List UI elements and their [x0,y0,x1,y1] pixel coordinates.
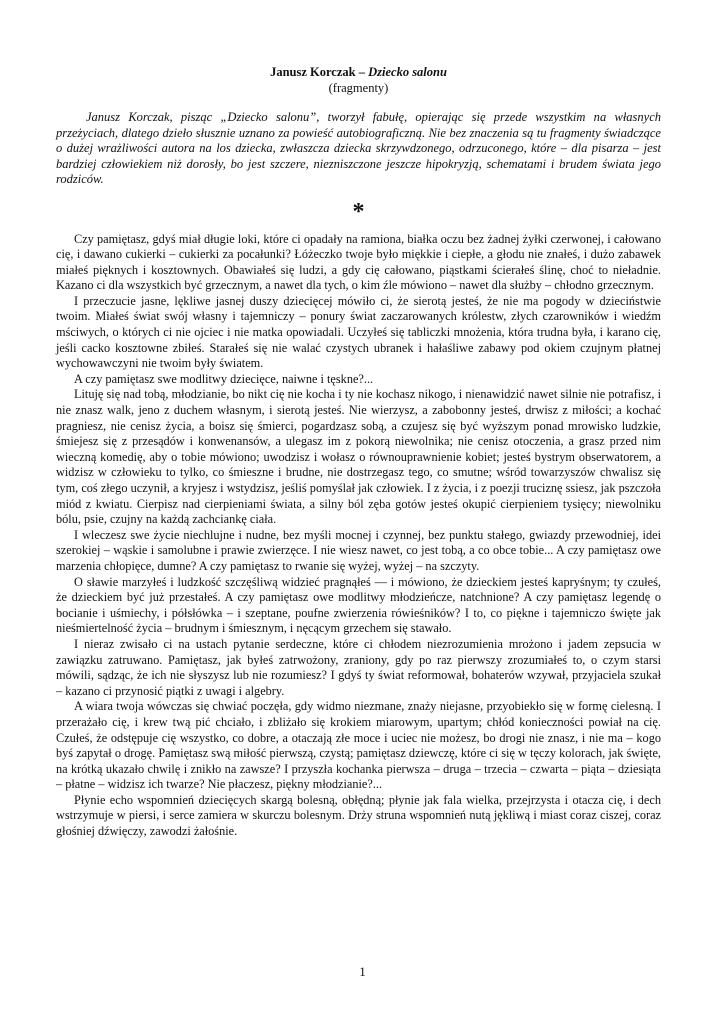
title-separator: – [355,65,369,79]
paragraph-7: I nieraz zwisało ci na ustach pytanie serdeczne, które ci chłodem niezrozumienia mrożono i jadem zepsucia w zawiązku zatruwano. Pamiętasz, jak byłeś zatrwożony, zraniony, gdy po raz pierwszy zrozumiałeś to, o czym starsi mówili, sądząc, że ich nie słyszysz lub nie rozumiesz? I gdyś ty świat reformował, bohaterów wzywał, przyjaciela szukał – kazano ci przynosić piątki z uwagi i algebry. [56,636,661,698]
page-number: 1 [359,964,366,979]
paragraph-4: Lituję się nad tobą, młodzianie, bo nikt cię nie kocha i ty nie kochasz nikogo, i nienawidzić nawet silnie nie potrafisz, i nie znasz walk, jeno z duchem własnym, i sierotą jesteś. Nie wierzysz, a zabobonny jesteś, drwisz z miłości; a kochać pragniesz, nie cenisz życia, a boisz się śmierci, pogardzasz sobą, a czujesz się być wyższym ponad mrowisko ludzkie, śmiejesz się z przesądów i konwenansów, a ulegasz im z pokorą niewolnika; nie cenisz otoczenia, a grasz przed nim wieczną komedię, aby o tobie mówiono; uwodzisz i wołasz o równouprawnienie kobiet; jesteś bystrym obserwatorem, a widzisz w człowieku to tylko, co śmieszne i brudne, nie dostrzegasz tego, co smutne; wśród towarzyszów chwalisz się tym, coś złego uczynił, a kryjesz i wstydzisz, jeśliś pomyślał jak człowiek. I z życia, i z poezji truciznę ssiesz, jak pszczoła miód z kwiatu. Cierpisz nad cierpieniami świata, a silny ból zęba gotów jesteś okupić cierpieniem tysięcy; niewolniku bólu, psie, czujny na każdą zachciankę ciała. [56,387,661,527]
paragraph-1: Czy pamiętasz, gdyś miał długie loki, które ci opadały na ramiona, białka oczu bez żadnej żyłki czerwonej, i całowano cię, i dawano cukierki – cukierki za pocałunki? Łóżeczko twoje było miękkie i ciepłe, a głodu nie znałeś, i dużo zabawek miałeś pięknych i kosztownych. Obawiałeś się ludzi, a gdy cię całowano, piąstkami ścierałeś ślinę, choć to nieładnie. Kazano ci dla wszystkich być grzecznym, a nawet dla tych, o kim źle mówiono – nawet dla służby – chłodno grzecznym. [56,231,661,293]
title-work: Dziecko salonu [368,65,447,79]
paragraph-2: I przeczucie jasne, lękliwe jasnej duszy dziecięcej mówiło ci, że sierotą jesteś, że nie ma pogody w dzieciństwie twoim. Miałeś świat swój własny i tajemniczy – ponury świat zaczarowanych królestw, złych czarowników i wiedźm mściwych, o których ci nie ojciec i nie matka opowiadali. Uczyłeś się tabliczki mnożenia, która trudna była, i karano cię, jeśli cacko kosztowne zbiłeś. Starałeś się nie walać czystych ubranek i hałaśliwe zabawy pod okiem czujnym płatnej wychowawczyni nie twoim były światem. [56,293,661,371]
paragraph-6: O sławie marzyłeś i ludzkość szczęśliwą widzieć pragnąłeś — i mówiono, że dzieckiem jesteś kapryśnym; ty czułeś, że dzieckiem być już przestałeś. A czy pamiętasz owe modlitwy młodzieńcze, natchnione? A czy pamiętasz legendę o bocianie i uśmiechy, i półsłówka – i szeptane, poufne zwierzenia rówieśników? I to, co piękne i tajemniczo święte jak nieśmiertelność życia – brudnym i śmiesznym, i nęcącym grzechem się stawało. [56,574,661,636]
paragraph-8: A wiara twoja wówczas się chwiać poczęła, gdy widmo niezmane, znaży niejasne, przyobiekło się w formę cielesną. I przerażało cię, i krew twą pić chciało, i zbliżało się krokiem miarowym, upartym; chłód konieczności powiał na cię. Czułeś, że odstępuje cię wszystko, co dobre, a otaczają złe moce i uciec nie możesz, bo drogi nie znasz, i nie ma – kogo byś zapytał o drogę. Pamiętasz swą miłość pierwszą, czystą; pamiętasz dziewczę, które ci się w tęczy kolorach, jak święte, na krótką ukazało chwilę i znikło na zawsze? I przyszła kochanka pierwsza – druga – trzecia – czwarta – piąta – dziesiąta – płatne – widzisz ich twarze? Nie płaczesz, piękny młodzianie?... [56,699,661,792]
intro-paragraph: Janusz Korczak, pisząc „Dziecko salonu”, tworzył fabułę, opierając się przede wszystkim na własnych przeżyciach, dlatego dzieło słusznie uznano za powieść autobiograficzną. Nie bez znaczenia są tu fragmenty świadczące o dużej wrażliwości autora na los dziecka, zwłaszcza dziecka skrzywdzonego, odrzuconego, które – dla pisarza – jest bardziej człowiekiem niż dorosły, bo jest szczere, niezniszczone jeszcze hipokryzją, schematami i brudem świata jego rodziców. [56,110,661,186]
document-page [56,64,661,840]
paragraph-3: A czy pamiętasz swe modlitwy dziecięce, naiwne i tęskne?... [74,371,374,386]
document-title [56,64,661,80]
title-author: Janusz Korczak [270,65,356,79]
paragraph-5: I wleczesz swe życie niechlujne i nudne, bez myśli mocnej i czynnej, bez punktu stałego, gwiazdy przewodniej, idei szerokiej – wąskie i samolubne i prawie zwierzęce. I nie wiesz nawet, co jest tobą, a co obce tobie... A czy pamiętasz owe marzenia chłopięce, dumne? A czy pamiętasz to rwanie się wyżej, wyżej – na szczyty. [56,527,661,573]
document-subtitle: (fragmenty) [328,81,389,95]
paragraph-9: Płynie echo wspomnień dziecięcych skargą bolesną, obłędną; płynie jak fala wielka, przejrzysta i otacza cię, i dech wstrzymuje w piersi, i serce zamiera w skurczu bolesnym. Drży struna wspomnień nutą jękliwą i miast coraz ciszej, coraz głośniej dźwięczy, zawodzi żałośnie. [56,792,661,839]
section-separator-asterisk: * [352,198,365,225]
